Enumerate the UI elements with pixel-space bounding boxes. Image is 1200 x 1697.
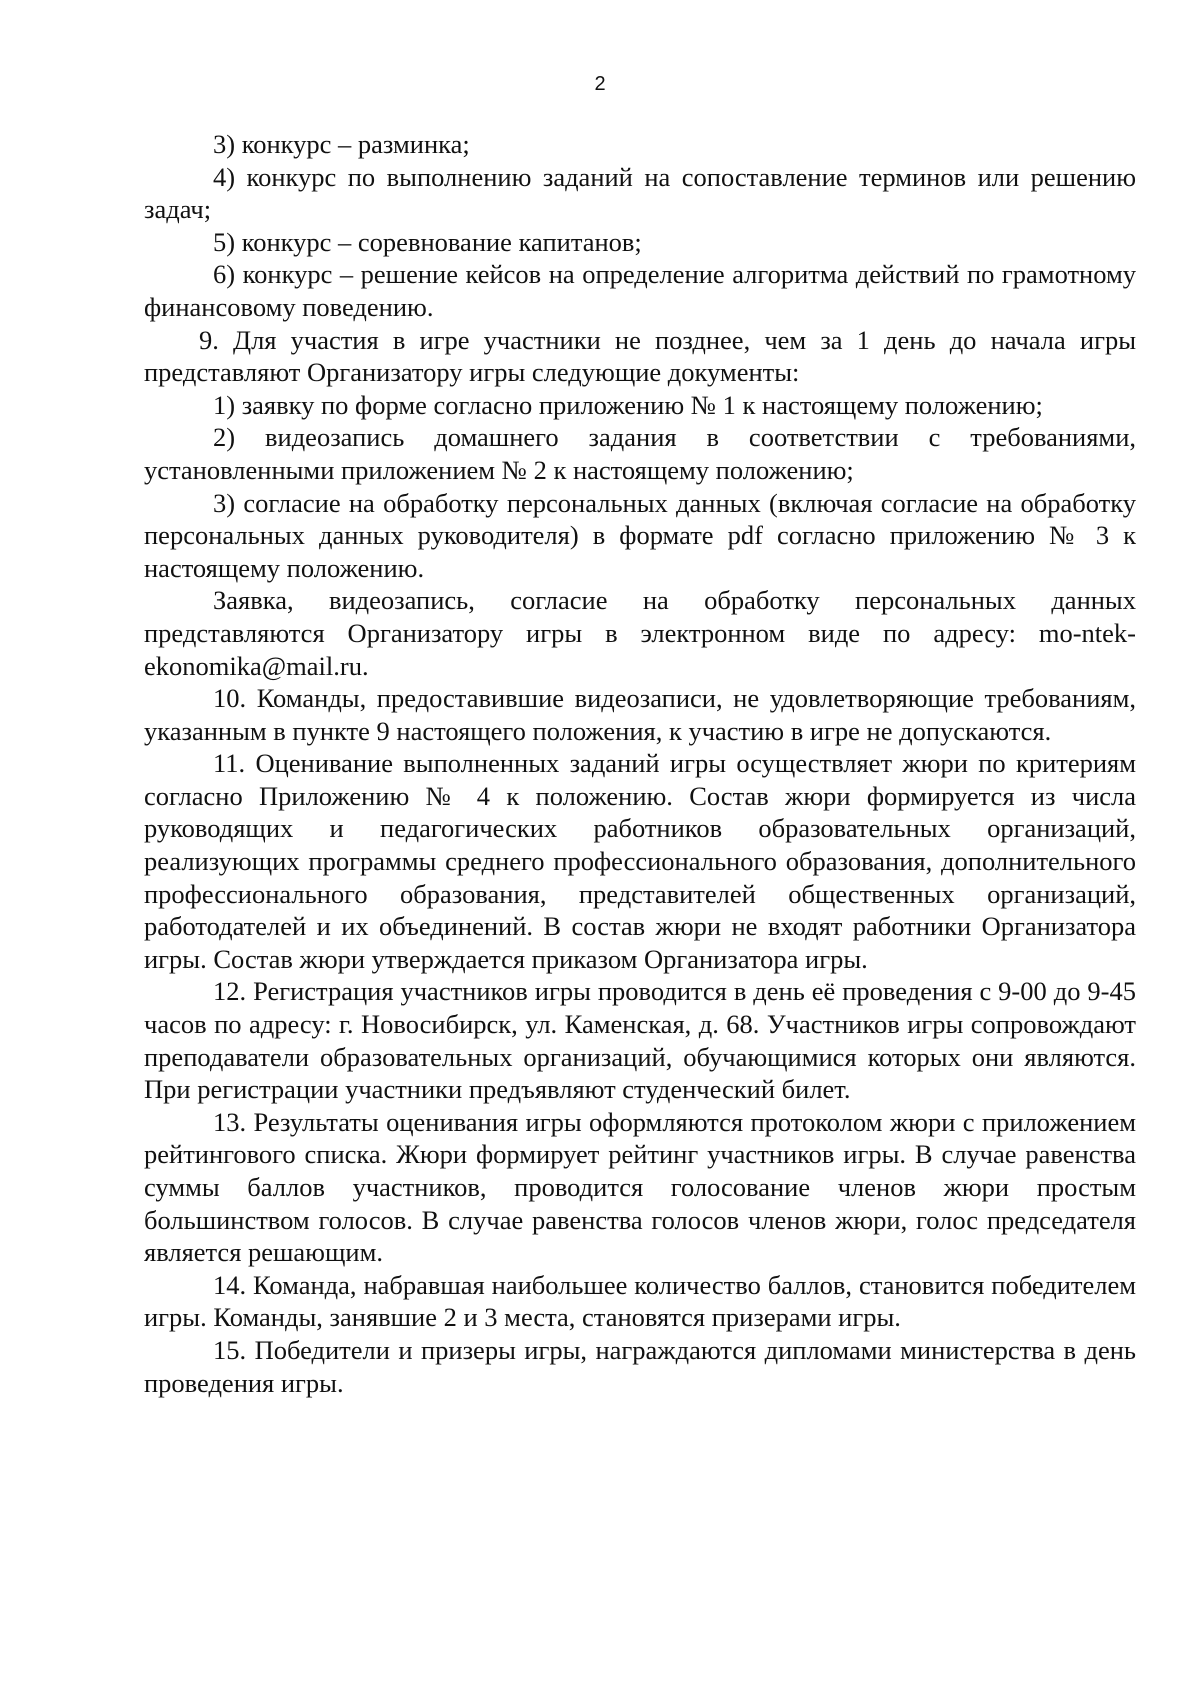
paragraph-item-13: 13. Результаты оценивания игры оформляются протоколом жюри с приложением рейтингового списка. Жюри формирует рейтинг участников игры. В случае равенства суммы баллов участников, проводится голосование членов жюри простым большинством голосов. В случае равенства голосов членов жюри, голос председателя является решающим. [144, 1106, 1136, 1268]
paragraph-contest-6: 6) конкурс – решение кейсов на определение алгоритма действий по грамотному финансовому поведению. [144, 259, 1136, 322]
paragraph-item-12: 12. Регистрация участников игры проводится в день её проведения с 9-00 до 9-45 часов по адресу: г. Новосибирск, ул. Каменская, д. 68. Участников игры сопровождают преподаватели образовательных организаций, обучающимися которых они являются. При регистрации участники предъявляют студенческий билет. [144, 976, 1136, 1105]
paragraph-doc-2: 2) видеозапись домашнего задания в соответствии с требованиями, установленными приложением № 2 к настоящему положению; [144, 422, 1136, 485]
paragraph-doc-3: 3) согласие на обработку персональных данных (включая согласие на обработку персональных данных руководителя) в формате pdf согласно приложению № 3 к настоящему положению. [144, 487, 1136, 583]
paragraph-contest-3: 3) конкурс – разминка; [213, 129, 470, 159]
page-number: 2 [594, 73, 606, 95]
paragraph-item-15: 15. Победители и призеры игры, награждаются дипломами министерства в день проведения игры. [144, 1334, 1136, 1398]
paragraph-contest-4: 4) конкурс по выполнению заданий на сопоставление терминов или решению задач; [144, 161, 1136, 225]
paragraph-item-9: 9. Для участия в игре участники не позднее, чем за 1 день до начала игры представляют Организатору игры следующие документы: [144, 324, 1136, 388]
paragraph-item-10: 10. Команды, предоставившие видеозаписи, не удовлетворяющие требованиям, указанным в пункте 9 настоящего положения, к участию в игре не допускаются. [144, 683, 1136, 746]
paragraph-item-11: 11. Оценивание выполненных заданий игры осуществляет жюри по критериям согласно Приложению № 4 к положению. Состав жюри формируется из числа руководящих и педагогических работников образовательных организаций, реализующих программы среднего профессионального образования, дополнительного профессионального образования, представителей общественных организаций, работодателей и их объединений. В состав жюри не входят работники Организатора игры. Состав жюри утверждается приказом Организатора игры. [144, 748, 1136, 974]
paragraph-contest-5: 5) конкурс – соревнование капитанов; [213, 226, 642, 257]
paragraph-doc-1: 1) заявку по форме согласно приложению № 1 к настоящему положению; [213, 389, 1043, 420]
paragraph-item-14: 14. Команда, набравшая наибольшее количество баллов, становится победителем игры. Команды, занявшие 2 и 3 места, становятся призерами игры. [144, 1269, 1136, 1333]
paragraph-submission: Заявка, видеозапись, согласие на обработку персональных данных представляются Организатору игры в электронном виде по адресу: mo-ntek-ekonomika@mail.ru. [144, 585, 1136, 681]
document-body [144, 128, 1136, 1399]
